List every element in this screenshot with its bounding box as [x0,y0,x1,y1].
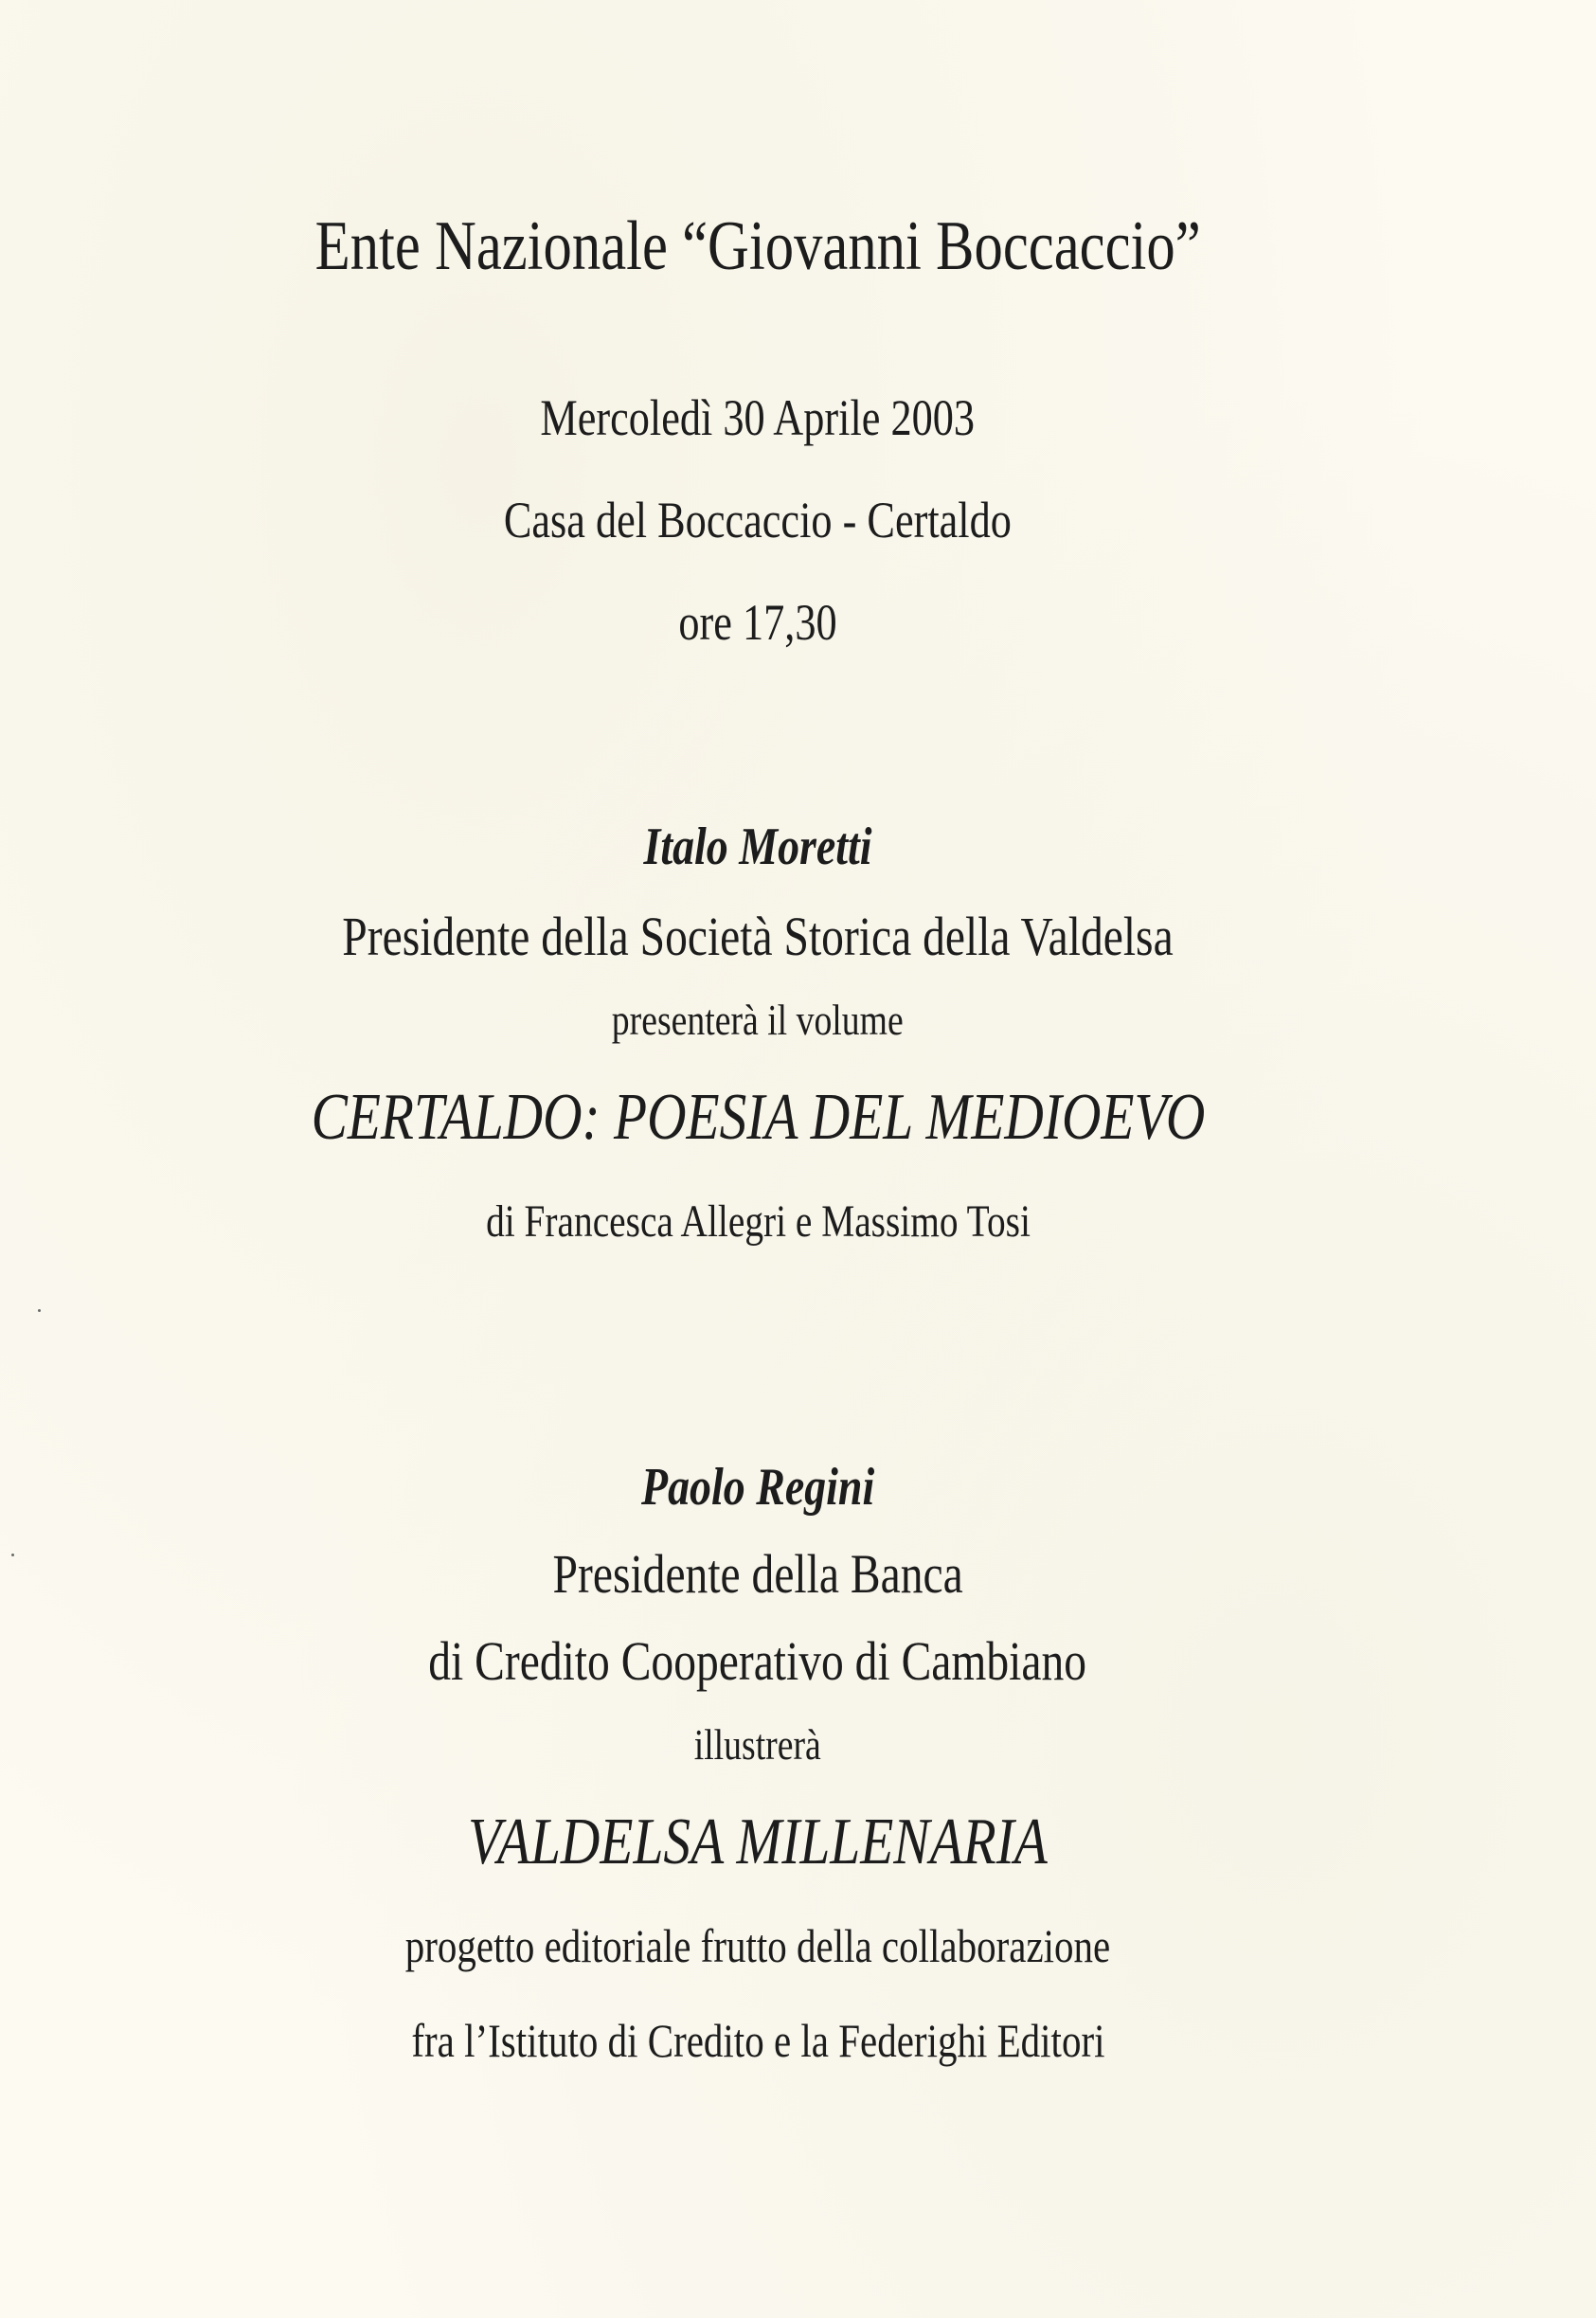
book-authors: di Francesca Allegri e Massimo Tosi [485,1196,1031,1247]
event-time-line [0,593,1515,652]
speaker2-role-1: Presidente della Banca [552,1543,963,1605]
project-description-1: progetto editoriale frutto della collaborazione [404,1919,1111,1972]
paper-speck [38,1309,41,1312]
event-time: ore 17,30 [678,594,837,651]
speaker1-name: Italo Moretti [643,818,872,876]
speaker2-verb: illustrerà [693,1720,822,1769]
book-title: CERTALDO: POESIA DEL MEDIOEVO [311,1081,1205,1154]
speaker2-role-2: di Credito Cooperativo di Cambiano [428,1630,1087,1692]
speaker2-name-line [0,1457,1515,1518]
book-title-line [0,1080,1515,1156]
paper-speck [11,1554,14,1556]
event-place-line [0,491,1515,549]
project-description-line-2 [0,2013,1515,2068]
event-place: Casa del Boccaccio - Certaldo [503,492,1013,548]
project-title-line [0,1805,1515,1880]
event-date: Mercoledì 30 Aprile 2003 [540,389,976,446]
speaker1-role: Presidente della Società Storica della Valdelsa [342,906,1174,967]
speaker2-name: Paolo Regini [640,1458,875,1517]
speaker2-role-line-1 [0,1542,1515,1606]
project-title: VALDELSA MILLENARIA [468,1806,1048,1878]
project-description-line-1 [0,1918,1515,1973]
speaker1-role-line [0,905,1515,968]
event-date-line [0,388,1515,447]
project-description-2: fra l’Istituto di Credito e la Federighi Editori [410,2014,1105,2067]
speaker1-name-line [0,817,1515,877]
organization-title: Ente Nazionale “Giovanni Boccaccio” [314,207,1201,285]
book-authors-line [0,1195,1515,1248]
speaker2-verb-line [0,1719,1515,1770]
speaker1-verb-line [0,995,1515,1045]
speaker1-verb: presenterà il volume [612,996,904,1044]
header-title-line [0,207,1515,287]
speaker2-role-line-2 [0,1629,1515,1693]
